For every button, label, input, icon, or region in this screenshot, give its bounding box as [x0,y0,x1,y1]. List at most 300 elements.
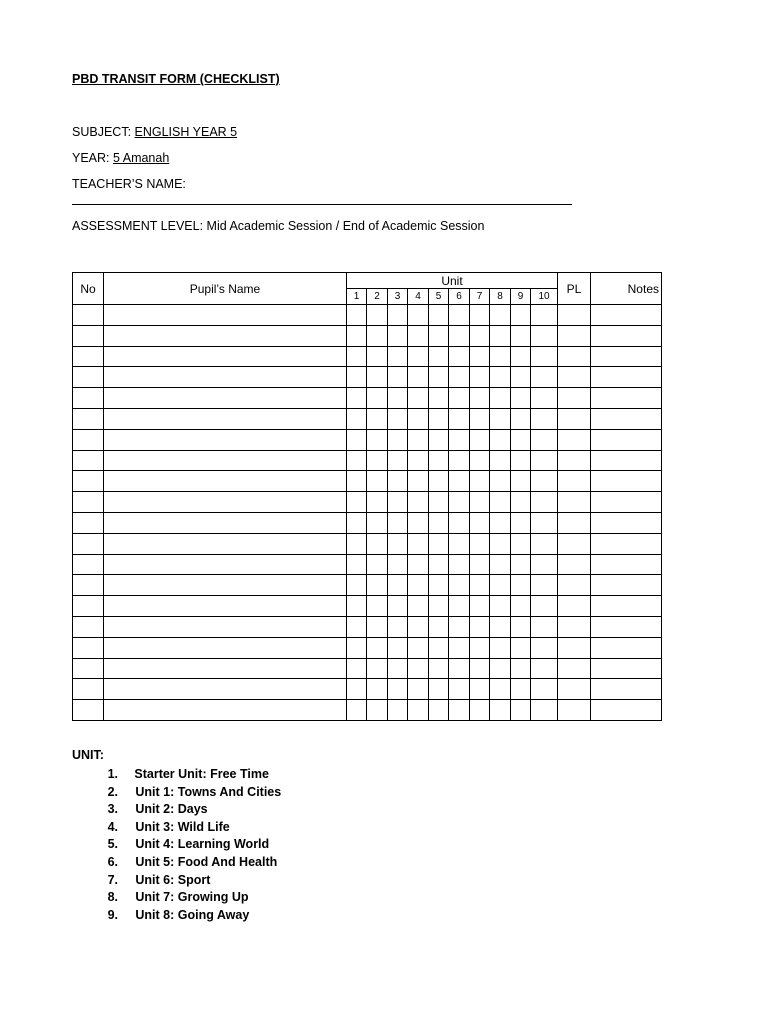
unit-check-cell[interactable] [347,408,367,429]
pupil-name-cell[interactable] [104,429,347,450]
pl-cell[interactable] [558,408,591,429]
unit-check-cell[interactable] [470,408,490,429]
no-cell[interactable] [73,637,104,658]
unit-check-cell[interactable] [511,450,531,471]
notes-cell[interactable] [591,471,662,492]
unit-check-cell[interactable] [490,575,511,596]
unit-check-cell[interactable] [408,408,429,429]
notes-cell[interactable] [591,700,662,721]
unit-check-cell[interactable] [347,325,367,346]
unit-check-cell[interactable] [470,492,490,513]
unit-check-cell[interactable] [449,492,470,513]
unit-check-cell[interactable] [490,388,511,409]
unit-check-cell[interactable] [429,429,449,450]
pupil-name-cell[interactable] [104,679,347,700]
pl-cell[interactable] [558,575,591,596]
unit-check-cell[interactable] [408,616,429,637]
unit-check-cell[interactable] [408,637,429,658]
unit-check-cell[interactable] [449,616,470,637]
pupil-name-cell[interactable] [104,554,347,575]
unit-check-cell[interactable] [531,554,558,575]
pl-cell[interactable] [558,305,591,326]
no-cell[interactable] [73,596,104,617]
unit-check-cell[interactable] [388,408,408,429]
notes-cell[interactable] [591,596,662,617]
notes-cell[interactable] [591,554,662,575]
pl-cell[interactable] [558,512,591,533]
pupil-name-cell[interactable] [104,367,347,388]
unit-check-cell[interactable] [408,658,429,679]
notes-cell[interactable] [591,616,662,637]
unit-check-cell[interactable] [449,596,470,617]
unit-check-cell[interactable] [408,388,429,409]
pl-cell[interactable] [558,637,591,658]
unit-check-cell[interactable] [449,575,470,596]
unit-check-cell[interactable] [429,637,449,658]
unit-check-cell[interactable] [388,471,408,492]
notes-cell[interactable] [591,637,662,658]
unit-check-cell[interactable] [470,637,490,658]
unit-check-cell[interactable] [388,492,408,513]
unit-check-cell[interactable] [367,408,388,429]
unit-check-cell[interactable] [449,554,470,575]
unit-check-cell[interactable] [388,700,408,721]
pupil-name-column-header: Pupil’s Name [104,273,347,305]
no-cell[interactable] [73,346,104,367]
pupil-name-cell[interactable] [104,388,347,409]
unit-check-cell[interactable] [367,325,388,346]
unit-check-cell[interactable] [490,367,511,388]
unit-check-cell[interactable] [429,512,449,533]
unit-check-cell[interactable] [388,533,408,554]
unit-check-cell[interactable] [388,637,408,658]
unit-check-cell[interactable] [470,512,490,533]
unit-check-cell[interactable] [367,429,388,450]
unit-check-cell[interactable] [408,471,429,492]
unit-check-cell[interactable] [429,554,449,575]
unit-check-cell[interactable] [408,305,429,326]
unit-check-cell[interactable] [367,596,388,617]
unit-check-cell[interactable] [408,596,429,617]
unit-check-cell[interactable] [490,700,511,721]
pupil-name-cell[interactable] [104,450,347,471]
no-cell[interactable] [73,408,104,429]
unit-check-cell[interactable] [347,575,367,596]
no-cell[interactable] [73,471,104,492]
unit-check-cell[interactable] [490,408,511,429]
unit-check-cell[interactable] [511,554,531,575]
pupil-name-cell[interactable] [104,512,347,533]
unit-check-cell[interactable] [490,533,511,554]
unit-check-cell[interactable] [367,554,388,575]
unit-check-cell[interactable] [511,637,531,658]
unit-check-cell[interactable] [367,575,388,596]
unit-check-cell[interactable] [511,700,531,721]
unit-check-cell[interactable] [490,596,511,617]
pupil-name-cell[interactable] [104,325,347,346]
unit-check-cell[interactable] [490,616,511,637]
no-cell[interactable] [73,305,104,326]
unit-check-cell[interactable] [388,616,408,637]
unit-check-cell[interactable] [388,305,408,326]
unit-check-cell[interactable] [429,679,449,700]
unit-check-cell[interactable] [449,367,470,388]
unit-check-cell[interactable] [449,658,470,679]
unit-check-cell[interactable] [449,325,470,346]
unit-check-cell[interactable] [367,637,388,658]
unit-check-cell[interactable] [531,408,558,429]
unit-check-cell[interactable] [490,429,511,450]
assessment-value: Mid Academic Session / End of Academic Session [206,219,485,233]
unit-check-cell[interactable] [347,450,367,471]
unit-check-cell[interactable] [367,533,388,554]
unit-check-cell[interactable] [470,388,490,409]
unit-check-cell[interactable] [388,679,408,700]
unit-check-cell[interactable] [388,429,408,450]
unit-check-cell[interactable] [367,450,388,471]
unit-number-header: 1 [347,289,367,305]
pl-cell[interactable] [558,450,591,471]
unit-check-cell[interactable] [470,554,490,575]
unit-check-cell[interactable] [408,533,429,554]
unit-check-cell[interactable] [449,700,470,721]
pl-cell[interactable] [558,346,591,367]
unit-check-cell[interactable] [367,492,388,513]
unit-check-cell[interactable] [511,346,531,367]
unit-check-cell[interactable] [347,658,367,679]
unit-check-cell[interactable] [388,346,408,367]
pupil-name-cell[interactable] [104,616,347,637]
unit-check-cell[interactable] [531,575,558,596]
unit-check-cell[interactable] [429,658,449,679]
unit-check-cell[interactable] [347,637,367,658]
pupil-name-cell[interactable] [104,700,347,721]
unit-check-cell[interactable] [429,388,449,409]
unit-check-cell[interactable] [367,471,388,492]
unit-check-cell[interactable] [449,450,470,471]
unit-check-cell[interactable] [449,388,470,409]
unit-check-cell[interactable] [490,658,511,679]
unit-check-cell[interactable] [347,679,367,700]
list-item: 6. Unit 5: Food And Health [107,854,278,869]
unit-check-cell[interactable] [511,533,531,554]
no-cell[interactable] [73,700,104,721]
notes-cell[interactable] [591,388,662,409]
unit-check-cell[interactable] [347,305,367,326]
notes-cell[interactable] [591,679,662,700]
pl-cell[interactable] [558,616,591,637]
unit-check-cell[interactable] [388,596,408,617]
unit-check-cell[interactable] [347,429,367,450]
unit-check-cell[interactable] [347,471,367,492]
unit-check-cell[interactable] [449,408,470,429]
pl-cell[interactable] [558,325,591,346]
no-cell[interactable] [73,450,104,471]
unit-check-cell[interactable] [511,658,531,679]
unit-check-cell[interactable] [408,325,429,346]
unit-check-cell[interactable] [449,512,470,533]
table-row [73,305,662,326]
unit-check-cell[interactable] [449,471,470,492]
unit-check-cell[interactable] [367,658,388,679]
unit-check-cell[interactable] [531,388,558,409]
notes-cell[interactable] [591,367,662,388]
unit-check-cell[interactable] [470,575,490,596]
unit-check-cell[interactable] [531,637,558,658]
unit-check-cell[interactable] [531,658,558,679]
unit-check-cell[interactable] [429,305,449,326]
unit-check-cell[interactable] [470,616,490,637]
notes-cell[interactable] [591,305,662,326]
unit-check-cell[interactable] [429,533,449,554]
unit-check-cell[interactable] [470,346,490,367]
unit-check-cell[interactable] [367,305,388,326]
unit-check-cell[interactable] [408,346,429,367]
unit-check-cell[interactable] [531,367,558,388]
pl-cell[interactable] [558,471,591,492]
unit-check-cell[interactable] [347,596,367,617]
pl-cell[interactable] [558,367,591,388]
unit-check-cell[interactable] [531,596,558,617]
unit-check-cell[interactable] [531,492,558,513]
list-item: 2. Unit 1: Towns And Cities [107,784,282,799]
unit-check-cell[interactable] [531,305,558,326]
unit-check-cell[interactable] [511,388,531,409]
no-cell[interactable] [73,367,104,388]
unit-check-cell[interactable] [449,637,470,658]
unit-check-cell[interactable] [470,429,490,450]
list-item: 8. Unit 7: Growing Up [107,890,249,905]
subject-line [72,125,237,139]
list-item: 7. Unit 6: Sport [107,872,211,887]
unit-check-cell[interactable] [511,679,531,700]
unit-check-cell[interactable] [470,679,490,700]
unit-number-header: 2 [367,289,388,305]
unit-check-cell[interactable] [367,367,388,388]
unit-check-cell[interactable] [408,554,429,575]
no-cell[interactable] [73,575,104,596]
unit-check-cell[interactable] [470,658,490,679]
no-cell[interactable] [73,533,104,554]
no-cell[interactable] [73,492,104,513]
unit-check-cell[interactable] [470,533,490,554]
notes-cell[interactable] [591,408,662,429]
pupil-name-cell[interactable] [104,596,347,617]
unit-check-cell[interactable] [470,325,490,346]
unit-check-cell[interactable] [511,367,531,388]
unit-check-cell[interactable] [490,637,511,658]
pupil-name-cell[interactable] [104,305,347,326]
unit-check-cell[interactable] [490,471,511,492]
unit-check-cell[interactable] [511,471,531,492]
unit-check-cell[interactable] [408,700,429,721]
table-row [73,408,662,429]
pupil-name-cell[interactable] [104,471,347,492]
pl-cell[interactable] [558,429,591,450]
unit-check-cell[interactable] [367,388,388,409]
pupil-name-cell[interactable] [104,575,347,596]
unit-check-cell[interactable] [511,325,531,346]
unit-check-cell[interactable] [388,367,408,388]
table-row [73,512,662,533]
pupil-name-cell[interactable] [104,346,347,367]
unit-check-cell[interactable] [408,429,429,450]
unit-check-cell[interactable] [429,408,449,429]
unit-check-cell[interactable] [470,367,490,388]
notes-cell[interactable] [591,658,662,679]
no-cell[interactable] [73,679,104,700]
unit-check-cell[interactable] [408,575,429,596]
unit-check-cell[interactable] [388,554,408,575]
unit-check-cell[interactable] [531,429,558,450]
pl-cell[interactable] [558,554,591,575]
unit-check-cell[interactable] [490,305,511,326]
unit-check-cell[interactable] [347,346,367,367]
no-cell[interactable] [73,554,104,575]
unit-check-cell[interactable] [449,679,470,700]
unit-check-cell[interactable] [470,450,490,471]
unit-check-cell[interactable] [367,512,388,533]
unit-check-cell[interactable] [388,450,408,471]
unit-check-cell[interactable] [470,471,490,492]
unit-check-cell[interactable] [531,679,558,700]
unit-check-cell[interactable] [408,492,429,513]
list-item: 4. Unit 3: Wild Life [107,819,230,834]
unit-check-cell[interactable] [347,367,367,388]
unit-check-cell[interactable] [531,471,558,492]
unit-check-cell[interactable] [429,325,449,346]
no-cell[interactable] [73,616,104,637]
unit-check-cell[interactable] [429,575,449,596]
unit-check-cell[interactable] [470,305,490,326]
pupil-name-cell[interactable] [104,492,347,513]
unit-check-cell[interactable] [531,325,558,346]
unit-check-cell[interactable] [347,388,367,409]
pl-cell[interactable] [558,700,591,721]
unit-check-cell[interactable] [490,554,511,575]
unit-check-cell[interactable] [470,596,490,617]
unit-check-cell[interactable] [449,346,470,367]
unit-check-cell[interactable] [511,512,531,533]
unit-check-cell[interactable] [531,700,558,721]
notes-cell[interactable] [591,346,662,367]
unit-check-cell[interactable] [449,533,470,554]
unit-check-cell[interactable] [429,596,449,617]
notes-cell[interactable] [591,450,662,471]
unit-check-cell[interactable] [470,700,490,721]
unit-check-cell[interactable] [367,679,388,700]
no-cell[interactable] [73,658,104,679]
unit-number-header: 6 [449,289,470,305]
pl-cell[interactable] [558,596,591,617]
unit-check-cell[interactable] [531,616,558,637]
pl-cell[interactable] [558,492,591,513]
unit-check-cell[interactable] [429,616,449,637]
pupil-name-cell[interactable] [104,533,347,554]
notes-cell[interactable] [591,492,662,513]
unit-number-header: 5 [429,289,449,305]
pl-cell[interactable] [558,658,591,679]
pl-cell[interactable] [558,533,591,554]
unit-check-cell[interactable] [490,512,511,533]
unit-check-cell[interactable] [408,367,429,388]
unit-check-cell[interactable] [388,388,408,409]
unit-check-cell[interactable] [490,679,511,700]
unit-check-cell[interactable] [511,305,531,326]
unit-check-cell[interactable] [429,367,449,388]
unit-check-cell[interactable] [408,450,429,471]
unit-check-cell[interactable] [347,616,367,637]
table-row [73,388,662,409]
unit-check-cell[interactable] [408,679,429,700]
unit-check-cell[interactable] [511,616,531,637]
unit-check-cell[interactable] [511,596,531,617]
unit-check-cell[interactable] [429,492,449,513]
unit-check-cell[interactable] [367,700,388,721]
unit-check-cell[interactable] [531,450,558,471]
unit-check-cell[interactable] [347,512,367,533]
unit-number-header: 10 [531,289,558,305]
unit-check-cell[interactable] [408,512,429,533]
pupil-name-cell[interactable] [104,637,347,658]
unit-check-cell[interactable] [388,658,408,679]
unit-check-cell[interactable] [367,616,388,637]
unit-check-cell[interactable] [388,325,408,346]
unit-check-cell[interactable] [531,533,558,554]
unit-check-cell[interactable] [347,554,367,575]
unit-check-cell[interactable] [490,325,511,346]
pupil-checklist-table [72,272,662,721]
unit-check-cell[interactable] [388,512,408,533]
pupil-name-cell[interactable] [104,408,347,429]
unit-check-cell[interactable] [511,492,531,513]
pupil-name-cell[interactable] [104,658,347,679]
unit-check-cell[interactable] [347,492,367,513]
no-cell[interactable] [73,512,104,533]
unit-check-cell[interactable] [388,575,408,596]
no-cell[interactable] [73,388,104,409]
unit-check-cell[interactable] [347,700,367,721]
notes-cell[interactable] [591,325,662,346]
unit-check-cell[interactable] [429,471,449,492]
unit-check-cell[interactable] [511,408,531,429]
unit-check-cell[interactable] [367,346,388,367]
unit-check-cell[interactable] [511,575,531,596]
unit-check-cell[interactable] [347,533,367,554]
unit-check-cell[interactable] [531,346,558,367]
no-cell[interactable] [73,429,104,450]
unit-check-cell[interactable] [429,346,449,367]
notes-cell[interactable] [591,512,662,533]
pl-cell[interactable] [558,388,591,409]
unit-check-cell[interactable] [449,429,470,450]
table-row [73,616,662,637]
no-cell[interactable] [73,325,104,346]
unit-check-cell[interactable] [490,492,511,513]
unit-check-cell[interactable] [531,512,558,533]
assessment-label: ASSESSMENT LEVEL: [72,219,207,233]
notes-cell[interactable] [591,575,662,596]
unit-check-cell[interactable] [511,429,531,450]
notes-cell[interactable] [591,533,662,554]
notes-cell[interactable] [591,429,662,450]
unit-check-cell[interactable] [449,305,470,326]
unit-check-cell[interactable] [429,450,449,471]
unit-check-cell[interactable] [429,700,449,721]
unit-check-cell[interactable] [490,450,511,471]
unit-check-cell[interactable] [490,346,511,367]
pl-cell[interactable] [558,679,591,700]
